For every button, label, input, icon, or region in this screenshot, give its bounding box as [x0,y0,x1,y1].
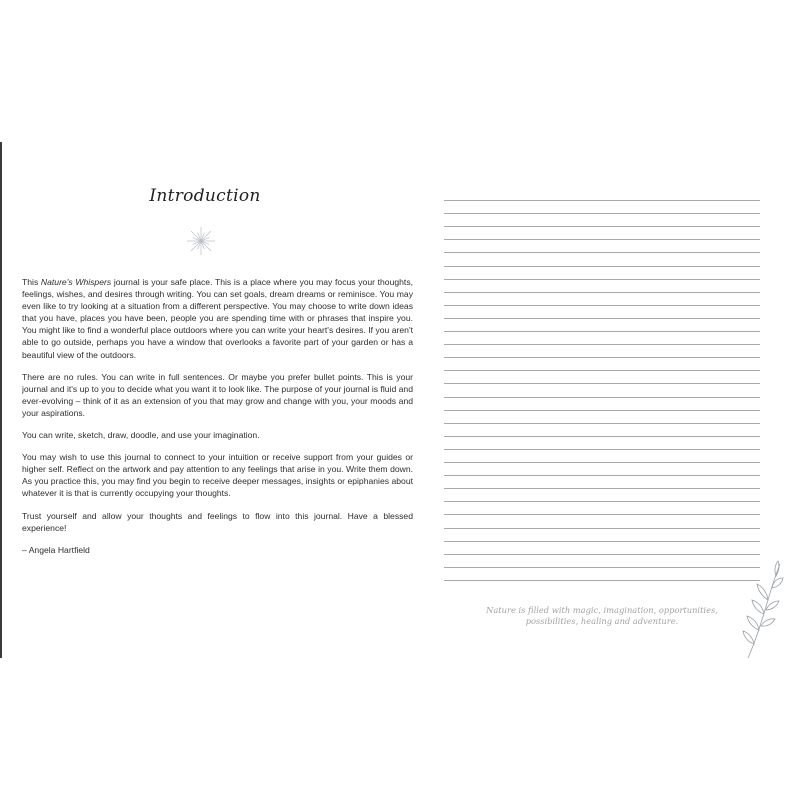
quote-line-1: Nature is filled with magic, imagination, opportunities, [486,605,718,615]
ruled-line [444,462,760,463]
ruled-line [444,397,760,398]
ruled-line [444,449,760,450]
ruled-line [444,279,760,280]
star-burst-icon [186,226,216,256]
ruled-line [444,252,760,253]
ruled-line [444,554,760,555]
journal-name: Nature's Whispers [40,277,112,287]
intro-paragraph-5: Trust yourself and allow your thoughts and feelings to flow into this journal. Have a blessed experience! [22,510,413,533]
ruled-line [444,475,760,476]
nature-quote [444,605,760,627]
ruled-line [444,423,760,424]
quote-line-2: possibilities, healing and adventure. [525,616,679,626]
ruled-line [444,370,760,371]
ruled-line [444,541,760,542]
ruled-line [444,292,760,293]
ruled-lines [444,200,760,590]
author-signature: – Angela Hartfield [22,544,90,555]
intro-paragraph-4: You may wish to use this journal to connect to your intuition or receive support from your guides or higher self. Reflect on the artwork and pay attention to any feelings that arise in you. Write them down. As you practice this, you may find you begin to receive deeper messages, insights or epiphanies about whatever it is that is currently occupying your thoughts. [22,452,413,499]
ruled-line [444,226,760,227]
ruled-line [444,436,760,437]
ruled-line [444,239,760,240]
ruled-line [444,331,760,332]
ruled-line [444,357,760,358]
ruled-line [444,213,760,214]
ruled-line [444,318,760,319]
ruled-line [444,514,760,515]
ruled-line [444,305,760,306]
intro-paragraph-1: This Nature's Whispers journal is your safe place. This is a place where you may focus your thoughts, feelings, wishes, and desires through writing. You can set goals, dream dreams or reminisce. You may even like to try looking at a situation from a different perspective. You may choose to write down ideas that you have, places you have been, people you are spending time with or phrases that inspire you. You might like to find a wonderful place outdoors where you can write your heart's desires. If you aren't able to go outside, perhaps you have a window that overlooks a favorite part of your garden or has a beautiful view of the outdoors. [22,277,414,360]
ruled-line [444,410,760,411]
page-edge [0,142,2,658]
intro-body [22,276,413,566]
ruled-line [444,580,760,581]
ruled-line [444,266,760,267]
page-title: Introduction [149,186,261,206]
ruled-line [444,528,760,529]
leaf-branch-icon [738,560,784,660]
ruled-line [444,383,760,384]
ruled-line [444,488,760,489]
intro-paragraph-2: There are no rules. You can write in full sentences. Or maybe you prefer bullet points. This is your journal and it's up to you to decide what you want it to look like. The purpose of your journal is fluid and ever-evolving – think of it as an extension of you that may grow and change with you, your moods and your aspirations. [22,371,413,418]
ruled-line [444,344,760,345]
intro-paragraph-3: You can write, sketch, draw, doodle, and use your imagination. [22,430,260,441]
ruled-line [444,501,760,502]
ruled-line [444,200,760,201]
ruled-line [444,567,760,568]
